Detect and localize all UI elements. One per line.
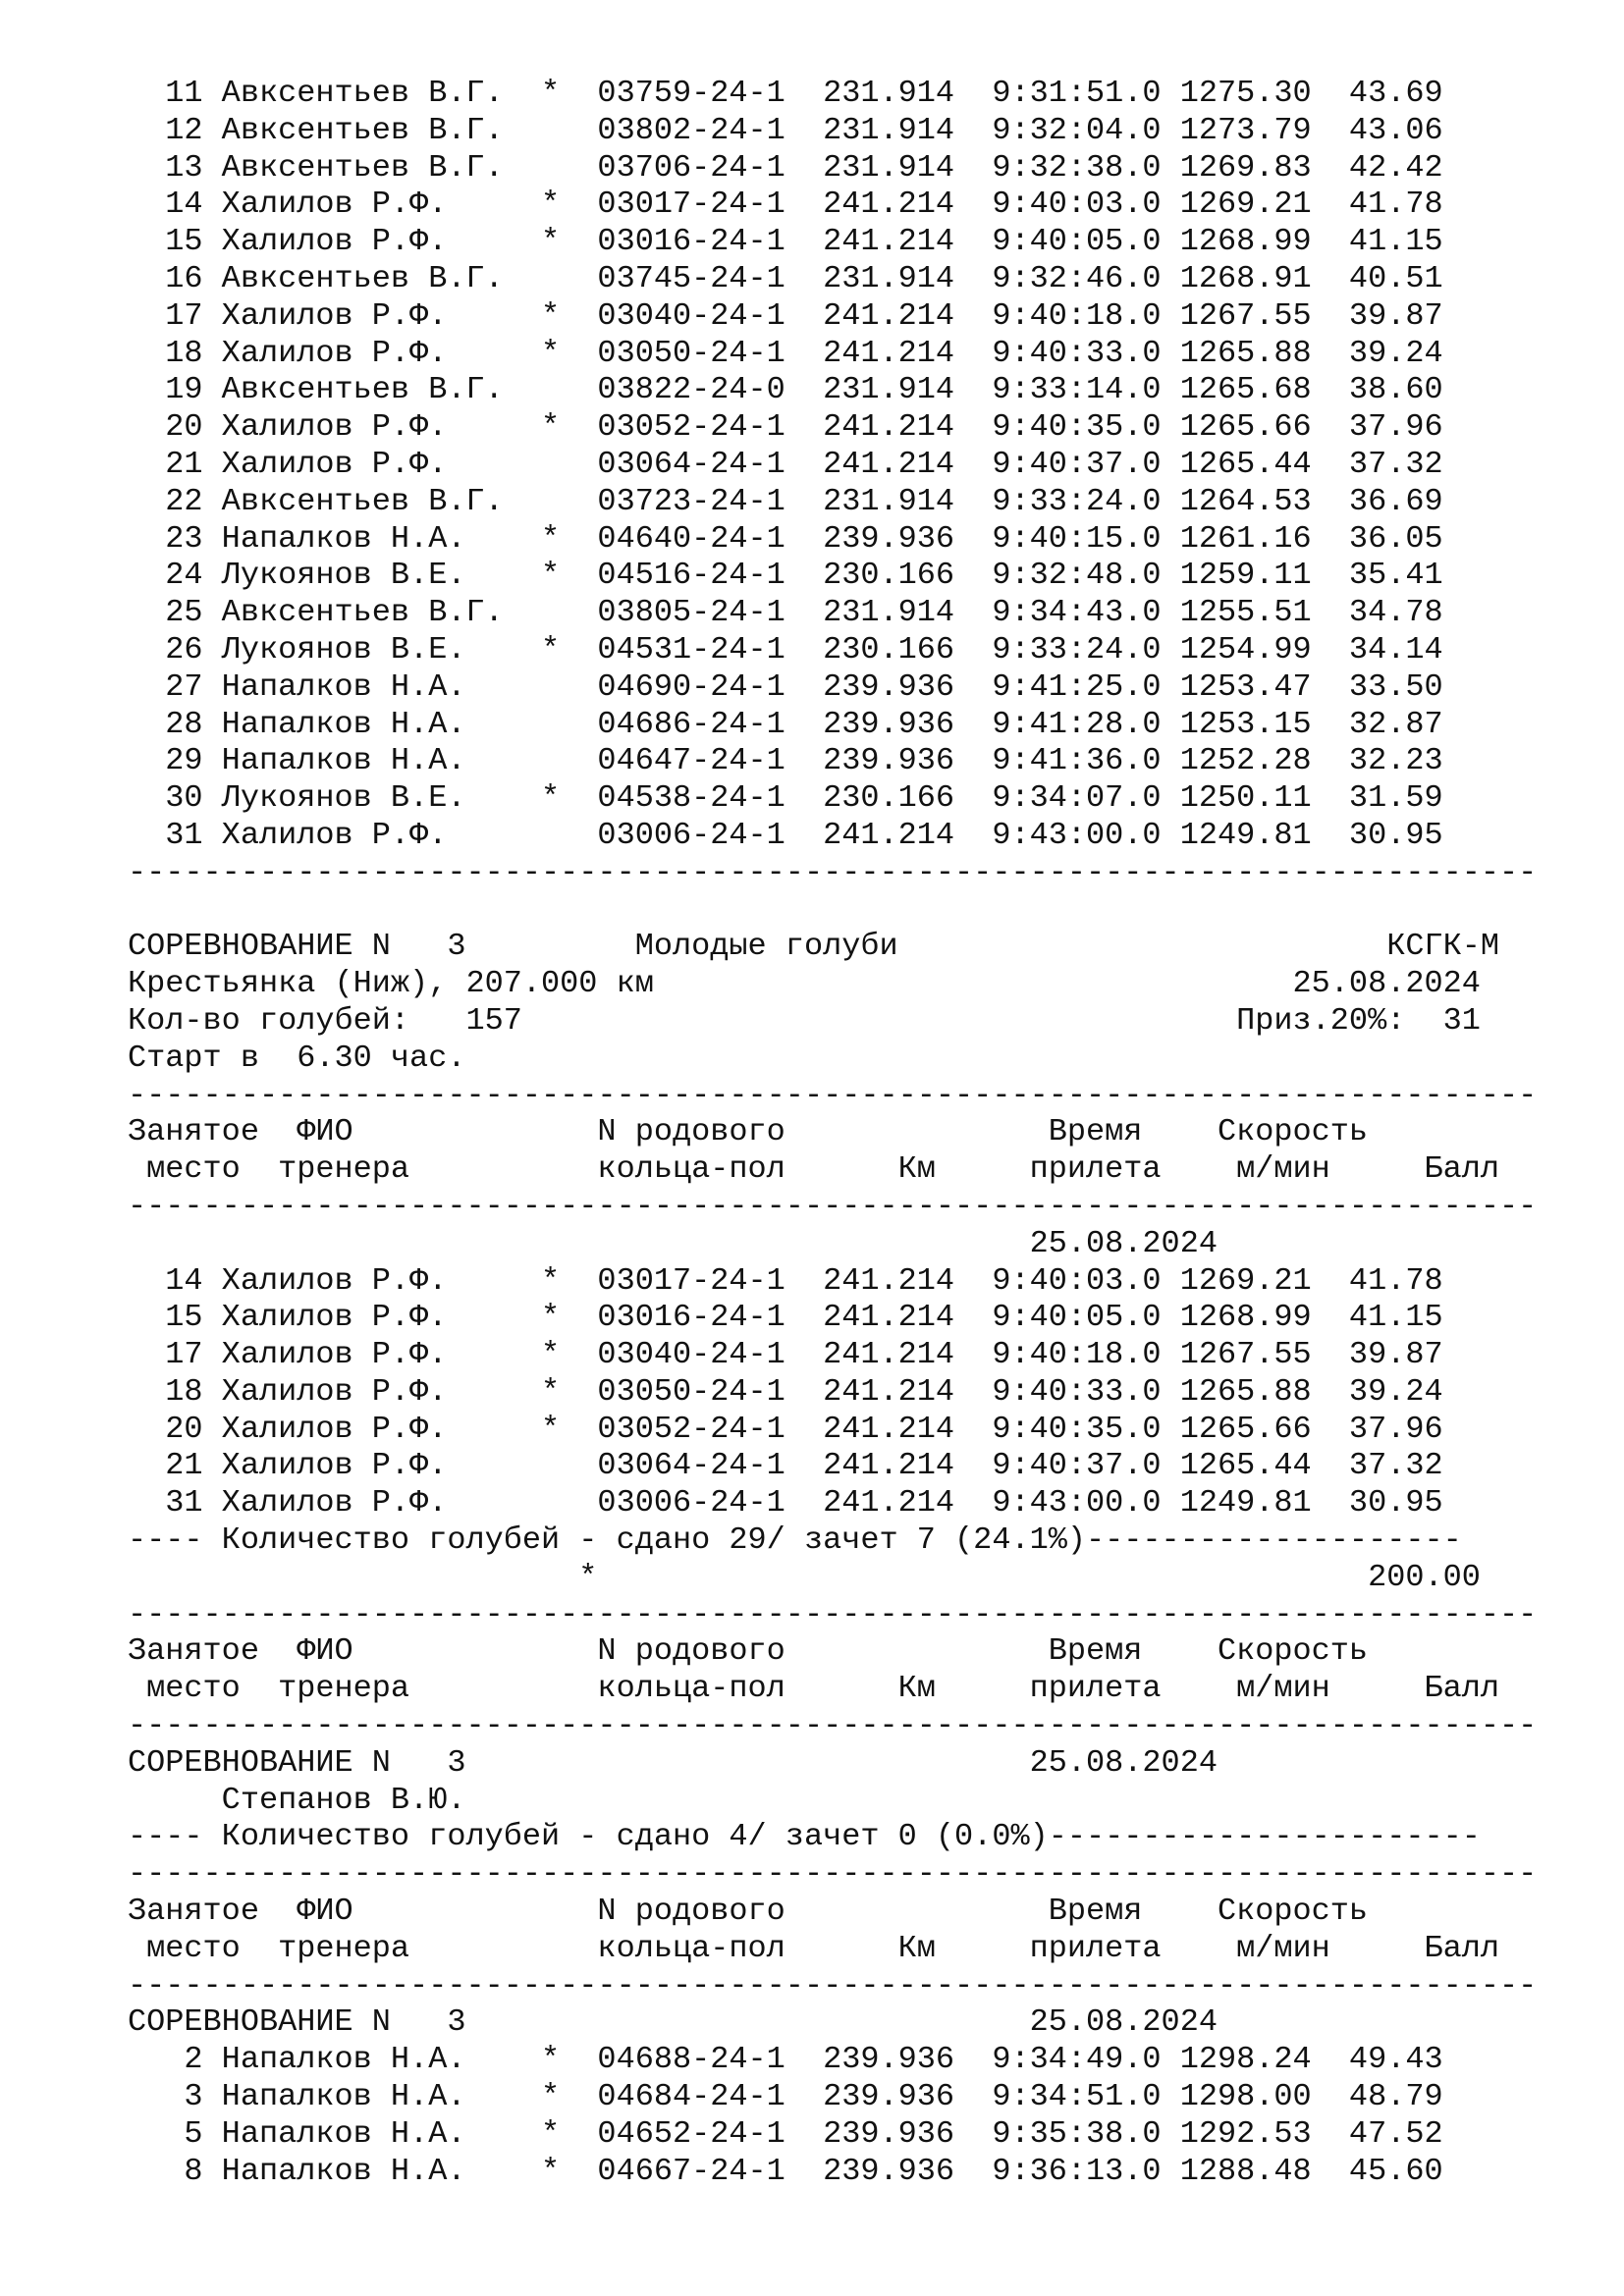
total-line: * 200.00 [128,1558,1481,1595]
result-row: 25 Авксентьев В.Г. 03805-24-1 231.914 9:34:43.0 1255.51 34.78 [128,594,1443,631]
separator-rule: --------------------------------------------------------------------------- [128,1707,1538,1744]
separator-rule: --------------------------------------------------------------------------- [128,853,1538,890]
result-row: 21 Халилов Р.Ф. 03064-24-1 241.214 9:40:37.0 1265.44 37.32 [128,1447,1443,1484]
column-header-line: Занятое ФИО N родового Время Скорость [128,1113,1369,1150]
result-row: 11 Авксентьев В.Г. * 03759-24-1 231.914 9:31:51.0 1275.30 43.69 [128,75,1443,111]
competition-header-line: Кол-во голубей: 157 Приз.20%: 31 [128,1001,1481,1039]
result-row: 17 Халилов Р.Ф. * 03040-24-1 241.214 9:40:18.0 1267.55 39.87 [128,1336,1443,1373]
result-row: 14 Халилов Р.Ф. * 03017-24-1 241.214 9:40:03.0 1269.21 41.78 [128,186,1443,223]
separator-rule: --------------------------------------------------------------------------- [128,1187,1538,1224]
result-row: 17 Халилов Р.Ф. * 03040-24-1 241.214 9:40:18.0 1267.55 39.87 [128,296,1443,334]
competition-header-line: СОРЕВНОВАНИЕ N 3 25.08.2024 [128,2003,1218,2041]
summary-line: ---- Количество голубей - сдано 4/ зачет 0 (0.0%)----------------------- [128,1818,1481,1855]
result-row: 29 Напалков Н.А. 04647-24-1 239.936 9:41:36.0 1252.28 32.23 [128,742,1443,779]
result-row: 15 Халилов Р.Ф. * 03016-24-1 241.214 9:40:05.0 1268.99 41.15 [128,223,1443,260]
column-header-line: место тренера кольца-пол Км прилета м/мин Балл [128,1929,1500,1966]
competition-header-line: СОРЕВНОВАНИЕ N 3 25.08.2024 [128,1743,1218,1781]
blank-line [128,891,1537,929]
result-row: 22 Авксентьев В.Г. 03723-24-1 231.914 9:33:24.0 1264.53 36.69 [128,482,1443,519]
result-row: 5 Напалков Н.А. * 04652-24-1 239.936 9:35:38.0 1292.53 47.52 [128,2114,1443,2152]
separator-rule: --------------------------------------------------------------------------- [128,1076,1538,1113]
result-row: 16 Авксентьев В.Г. 03745-24-1 231.914 9:32:46.0 1268.91 40.51 [128,259,1443,296]
result-row: 18 Халилов Р.Ф. * 03050-24-1 241.214 9:40:33.0 1265.88 39.24 [128,334,1443,371]
result-row: 31 Халилов Р.Ф. 03006-24-1 241.214 9:43:00.0 1249.81 30.95 [128,1484,1443,1522]
date-line: 25.08.2024 [128,1224,1218,1261]
separator-rule: --------------------------------------------------------------------------- [128,1855,1538,1893]
competition-header-line: СОРЕВНОВАНИЕ N 3 Молодые голуби КСГК-М [128,928,1500,965]
results-document [128,75,1537,2189]
result-row: 15 Халилов Р.Ф. * 03016-24-1 241.214 9:40:05.0 1268.99 41.15 [128,1299,1443,1336]
result-row: 30 Лукоянов В.Е. * 04538-24-1 230.166 9:34:07.0 1250.11 31.59 [128,779,1443,817]
separator-rule: --------------------------------------------------------------------------- [128,1595,1538,1632]
competition-header-line: Крестьянка (Ниж), 207.000 км 25.08.2024 [128,965,1481,1002]
result-row: 20 Халилов Р.Ф. * 03052-24-1 241.214 9:40:35.0 1265.66 37.96 [128,1410,1443,1447]
result-row: 31 Халилов Р.Ф. 03006-24-1 241.214 9:43:00.0 1249.81 30.95 [128,816,1443,853]
competition-header-line: Старт в 6.30 час. [128,1039,466,1076]
result-row: 12 Авксентьев В.Г. 03802-24-1 231.914 9:32:04.0 1273.79 43.06 [128,111,1443,148]
column-header-line: место тренера кольца-пол Км прилета м/мин Балл [128,1670,1500,1707]
separator-rule: --------------------------------------------------------------------------- [128,1966,1538,2003]
column-header-line: Занятое ФИО N родового Время Скорость [128,1893,1369,1930]
result-row: 20 Халилов Р.Ф. * 03052-24-1 241.214 9:40:35.0 1265.66 37.96 [128,408,1443,446]
result-row: 3 Напалков Н.А. * 04684-24-1 239.936 9:34:51.0 1298.00 48.79 [128,2078,1443,2115]
result-row: 27 Напалков Н.А. 04690-24-1 239.936 9:41:25.0 1253.47 33.50 [128,667,1443,705]
result-row: 23 Напалков Н.А. * 04640-24-1 239.936 9:40:15.0 1261.16 36.05 [128,519,1443,557]
result-row: 26 Лукоянов В.Е. * 04531-24-1 230.166 9:33:24.0 1254.99 34.14 [128,630,1443,667]
result-row: 18 Халилов Р.Ф. * 03050-24-1 241.214 9:40:33.0 1265.88 39.24 [128,1372,1443,1410]
result-row: 28 Напалков Н.А. 04686-24-1 239.936 9:41:28.0 1253.15 32.87 [128,705,1443,742]
result-row: 24 Лукоянов В.Е. * 04516-24-1 230.166 9:32:48.0 1259.11 35.41 [128,557,1443,594]
column-header-line: Занятое ФИО N родового Время Скорость [128,1632,1369,1670]
result-row: 13 Авксентьев В.Г. 03706-24-1 231.914 9:32:38.0 1269.83 42.42 [128,148,1443,186]
result-row: 21 Халилов Р.Ф. 03064-24-1 241.214 9:40:37.0 1265.44 37.32 [128,445,1443,482]
summary-line: ---- Количество голубей - сдано 29/ зачет 7 (24.1%)-------------------- [128,1522,1462,1559]
result-row: 19 Авксентьев В.Г. 03822-24-0 231.914 9:33:14.0 1265.68 38.60 [128,371,1443,408]
result-row: 8 Напалков Н.А. * 04667-24-1 239.936 9:36:13.0 1288.48 45.60 [128,2152,1443,2189]
result-row: 2 Напалков Н.А. * 04688-24-1 239.936 9:34:49.0 1298.24 49.43 [128,2041,1443,2078]
column-header-line: место тренера кольца-пол Км прилета м/мин Балл [128,1150,1500,1188]
competition-header-line: Степанов В.Ю. [128,1781,466,1818]
result-row: 14 Халилов Р.Ф. * 03017-24-1 241.214 9:40:03.0 1269.21 41.78 [128,1261,1443,1299]
